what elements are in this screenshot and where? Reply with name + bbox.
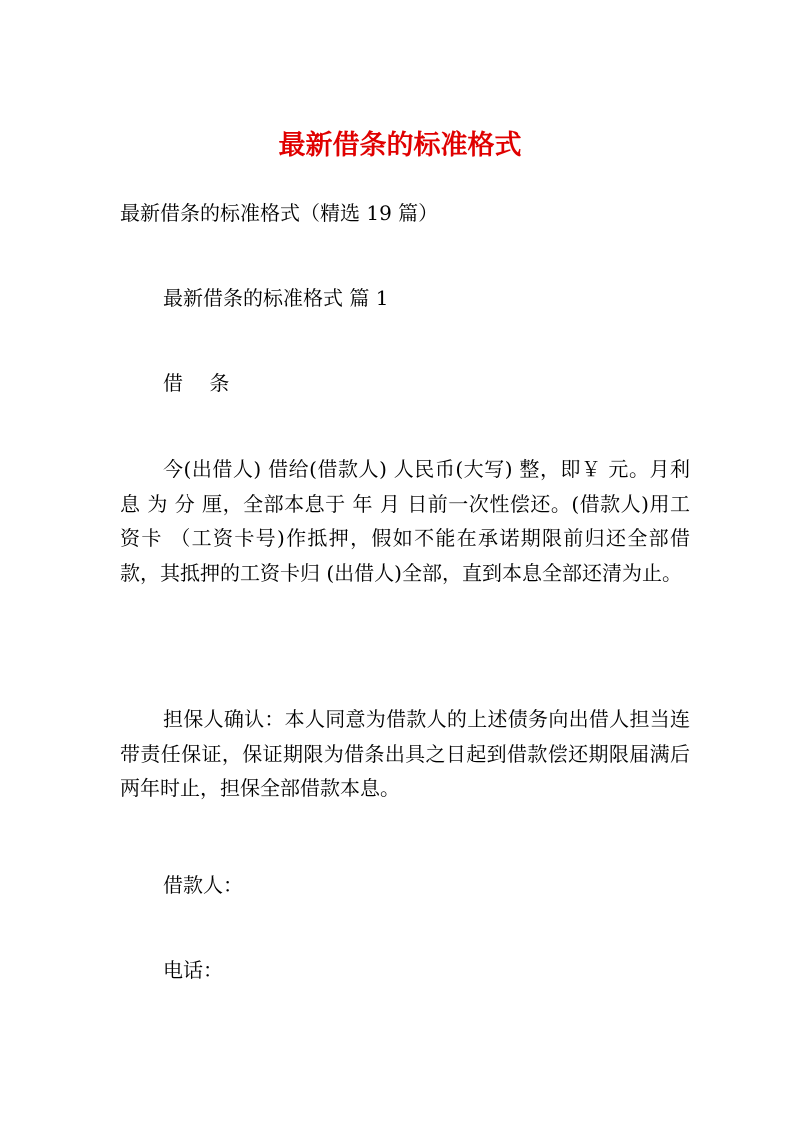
note-heading: 借 条 [163, 371, 240, 395]
section-heading: 最新借条的标准格式 篇 1 [163, 286, 389, 310]
loan-terms-paragraph: 今(出借人) 借给(借款人) 人民币(大写) 整，即￥ 元。月利息 为 分 厘，全部本息于 年 月 日前一次性偿还。(借款人)用工资卡 （工资卡号)作抵押，假如不能在承诺期限前归还全部借款，其抵押的工资卡归 (出借人)全部，直到本息全部还清为止。 [120, 457, 690, 585]
phone-label: 电话： [163, 958, 223, 982]
document-subtitle: 最新借条的标准格式（精选 19 篇） [120, 201, 439, 225]
document-title: 最新借条的标准格式 [278, 130, 522, 161]
borrower-label: 借款人： [163, 873, 243, 897]
guarantor-paragraph: 担保人确认：本人同意为借款人的上述债务向出借人担当连带责任保证，保证期限为借条出具之日起到借款偿还期限届满后两年时止，担保全部借款本息。 [120, 707, 690, 800]
